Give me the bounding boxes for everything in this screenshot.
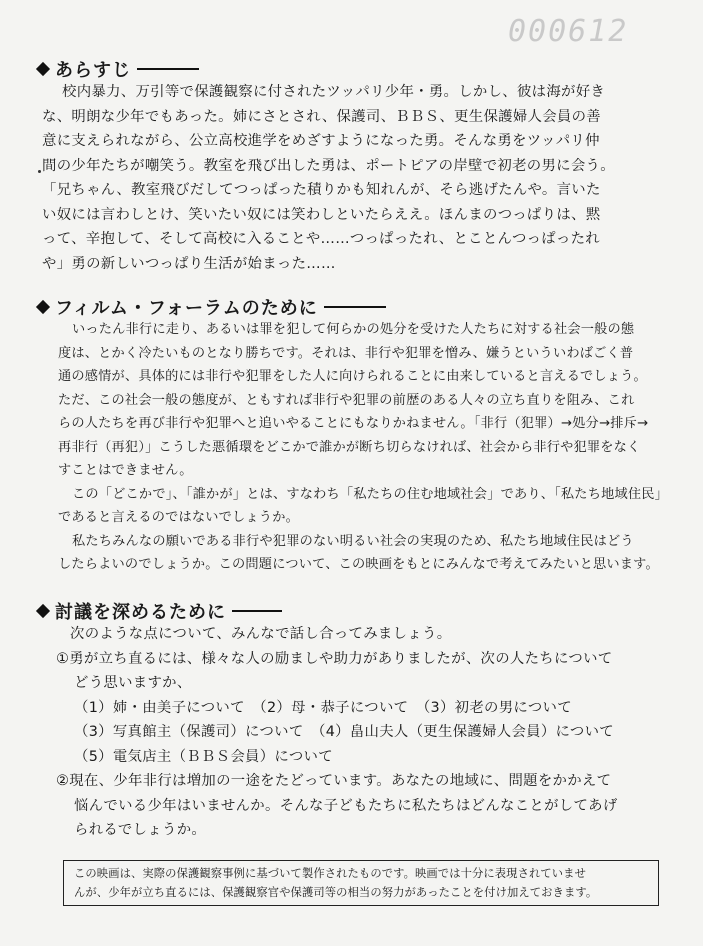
diamond-bullet-icon xyxy=(36,604,50,618)
text-line: すことはできません。 xyxy=(58,463,193,478)
question-1: ①勇が立ち直るには、様々な人の励ましや助力がありましたが、次の人たちについて xyxy=(56,650,613,667)
margin-dot xyxy=(38,170,41,173)
text-line: であると言えるのではないでしょうか。 xyxy=(58,510,299,525)
heading-rule xyxy=(232,610,282,612)
text-line: 意に支えられながら、公立高校進学をめざすようになった勇。そんな勇をツッパリ仲 xyxy=(42,133,600,149)
discussion-body xyxy=(56,622,656,843)
heading-rule xyxy=(324,306,386,308)
text-line: この「どこかで」、「誰かが」とは、すなわち「私たちの住む地域社会」であり、「私たち地域住民」 xyxy=(72,486,669,502)
text-line: 悩んでいる少年はいませんか。そんな子どもたちに私たちはどんなことがしてあげ xyxy=(74,797,618,814)
text-line: らの人たちを再び非行や犯罪へと追いやることにもなりかねません。「非行（犯罪）→処分→排斥→ xyxy=(58,416,649,431)
note-line: この映画は、実際の保護観察事例に基づいて製作されたものです。映画では十分に表現されていませ xyxy=(74,867,586,880)
forum-heading xyxy=(34,294,386,320)
text-line: な、明朗な少年でもあった。姉にさとされ、保護司、ＢＢＳ、更生保護婦人会員の善 xyxy=(42,108,601,125)
person-list-line: （5）電気店主（ＢＢＳ会員）について xyxy=(74,748,333,765)
text-line: や」勇の新しいつっぱり生活が始まった…… xyxy=(42,255,336,272)
text-line: ただ、この社会一般の態度が、ともすれば非行や犯罪の前歴のある人々の立ち直りを阻み、これ xyxy=(58,392,635,408)
text-line: したらよいのでしょうか。この問題について、この映画をもとにみんなで考えてみたいと思います。 xyxy=(58,557,659,572)
archive-stamp-number: 000612 xyxy=(508,14,629,49)
text-line: 次のような点について、みんなで話し合ってみましょう。 xyxy=(70,626,452,642)
text-line: 「兄ちゃん、教室飛びだしてつっぱった積りかも知れんが、そら逃げたんや。言いた xyxy=(42,182,601,198)
text-line: どう思いますか、 xyxy=(74,675,192,691)
synopsis-heading xyxy=(34,56,199,82)
text-line: い奴には言わしとけ、笑いたい奴には笑わしといたらええ。ほんまのつっぱりは、黙 xyxy=(42,206,601,223)
text-line: 通の感情が、具体的には非行や犯罪をした人に向けられることに由来していると言えるでしょう。 xyxy=(58,369,647,384)
discussion-heading xyxy=(34,598,282,624)
heading-rule xyxy=(137,68,199,70)
text-line: いったん非行に走り、あるいは罪を犯して何らかの処分を受けた人たちに対する社会一般の態 xyxy=(72,322,635,337)
text-line: 間の少年たちが嘲笑う。教室を飛び出した勇は、ポートピアの岸壁で初老の男に会う。 xyxy=(42,157,615,174)
discussion-title: 討議を深めるために xyxy=(55,602,226,623)
text-line: 度は、とかく冷たいものとなり勝ちです。それは、非行や犯罪を憎み、嫌うといういわばごく普 xyxy=(58,345,634,361)
person-list-line: （3）写真館主（保護司）について （4）畠山夫人（更生保護婦人会員）について xyxy=(74,724,615,740)
text-line: 再非行（再犯）」こうした悪循環をどこかで誰かが断ち切らなければ、社会から非行や犯罪をなく xyxy=(58,439,641,455)
diamond-bullet-icon xyxy=(36,62,50,76)
synopsis-body xyxy=(42,80,662,276)
person-list-line: （1）姉・由美子について （2）母・恭子について （3）初老の男について xyxy=(74,699,572,716)
diamond-bullet-icon xyxy=(36,300,50,314)
disclaimer-box xyxy=(63,860,659,906)
text-line: って、辛抱して、そして高校に入ることや……つっぱったれ、とことんつっぱったれ xyxy=(42,231,600,247)
note-line: んが、少年が立ち直るには、保護観察官や保護司等の相当の努力があったことを付け加えておきます。 xyxy=(74,886,598,899)
forum-title: フィルム・フォーラムのために xyxy=(55,298,318,319)
forum-body xyxy=(58,318,672,577)
text-line: られるでしょうか。 xyxy=(74,822,207,838)
question-2: ②現在、少年非行は増加の一途をたどっています。あなたの地域に、問題をかかえて xyxy=(56,773,612,789)
synopsis-title: あらすじ xyxy=(55,60,131,81)
text-line: 私たちみんなの願いである非行や犯罪のない明るい社会の実現のため、私たち地域住民はどう xyxy=(72,533,634,549)
text-line: 校内暴力、万引等で保護観察に付されたツッパリ少年・勇。しかし、彼は海が好き xyxy=(62,84,606,100)
